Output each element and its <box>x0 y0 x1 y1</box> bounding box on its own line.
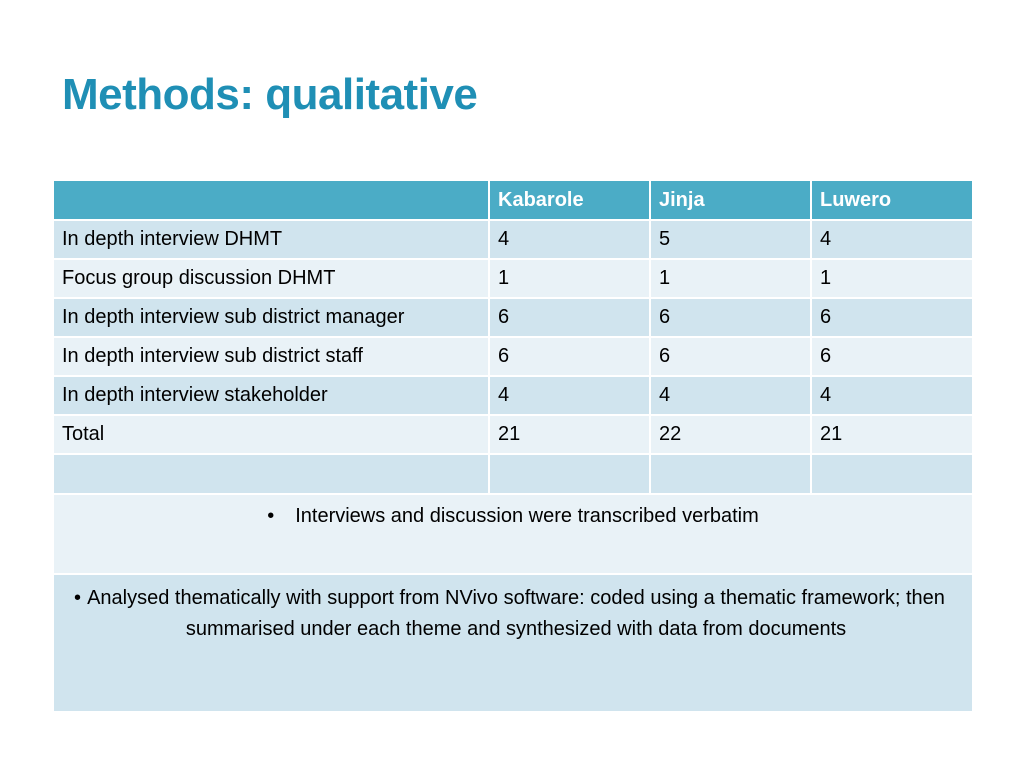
cell-value: 6 <box>489 337 650 376</box>
row-label: In depth interview stakeholder <box>53 376 489 415</box>
row-label: Focus group discussion DHMT <box>53 259 489 298</box>
cell-value: 6 <box>811 298 973 337</box>
cell-value: 1 <box>650 259 811 298</box>
cell-value: 1 <box>811 259 973 298</box>
methods-table <box>52 179 974 713</box>
bullet-marker: • <box>74 587 82 609</box>
row-label: In depth interview sub district manager <box>53 298 489 337</box>
note-cell <box>53 494 973 574</box>
header-cell-kabarole: Kabarole <box>489 180 650 220</box>
table-row <box>53 298 973 337</box>
empty-cell <box>53 454 489 494</box>
slide-title: Methods: qualitative <box>62 70 478 119</box>
row-label: Total <box>53 415 489 454</box>
empty-cell <box>811 454 973 494</box>
cell-value: 5 <box>650 220 811 259</box>
cell-value: 4 <box>811 220 973 259</box>
table-row <box>53 337 973 376</box>
table-row-total <box>53 415 973 454</box>
cell-value: 6 <box>811 337 973 376</box>
cell-value: 4 <box>489 376 650 415</box>
table-row-empty <box>53 454 973 494</box>
empty-cell <box>650 454 811 494</box>
cell-value: 21 <box>489 415 650 454</box>
row-label: In depth interview DHMT <box>53 220 489 259</box>
empty-cell <box>489 454 650 494</box>
cell-value: 4 <box>489 220 650 259</box>
cell-value: 4 <box>650 376 811 415</box>
row-label: In depth interview sub district staff <box>53 337 489 376</box>
cell-value: 21 <box>811 415 973 454</box>
header-cell-luwero: Luwero <box>811 180 973 220</box>
cell-value: 6 <box>650 337 811 376</box>
note-cell <box>53 574 973 712</box>
note-text-analysis: Analysed thematically with support from NVivo software: coded using a thematic framework; then summarised under each theme and synthesized with data from documents <box>87 587 945 640</box>
cell-value: 1 <box>489 259 650 298</box>
table-row <box>53 220 973 259</box>
cell-value: 4 <box>811 376 973 415</box>
note-text-transcription: Interviews and discussion were transcribed verbatim <box>295 505 759 527</box>
header-cell-jinja: Jinja <box>650 180 811 220</box>
note-row-transcription <box>53 494 973 574</box>
bullet-marker: • <box>267 505 275 527</box>
table-row <box>53 259 973 298</box>
table-row <box>53 376 973 415</box>
header-cell <box>53 180 489 220</box>
cell-value: 6 <box>489 298 650 337</box>
note-row-analysis <box>53 574 973 712</box>
cell-value: 22 <box>650 415 811 454</box>
table-header-row <box>53 180 973 220</box>
cell-value: 6 <box>650 298 811 337</box>
